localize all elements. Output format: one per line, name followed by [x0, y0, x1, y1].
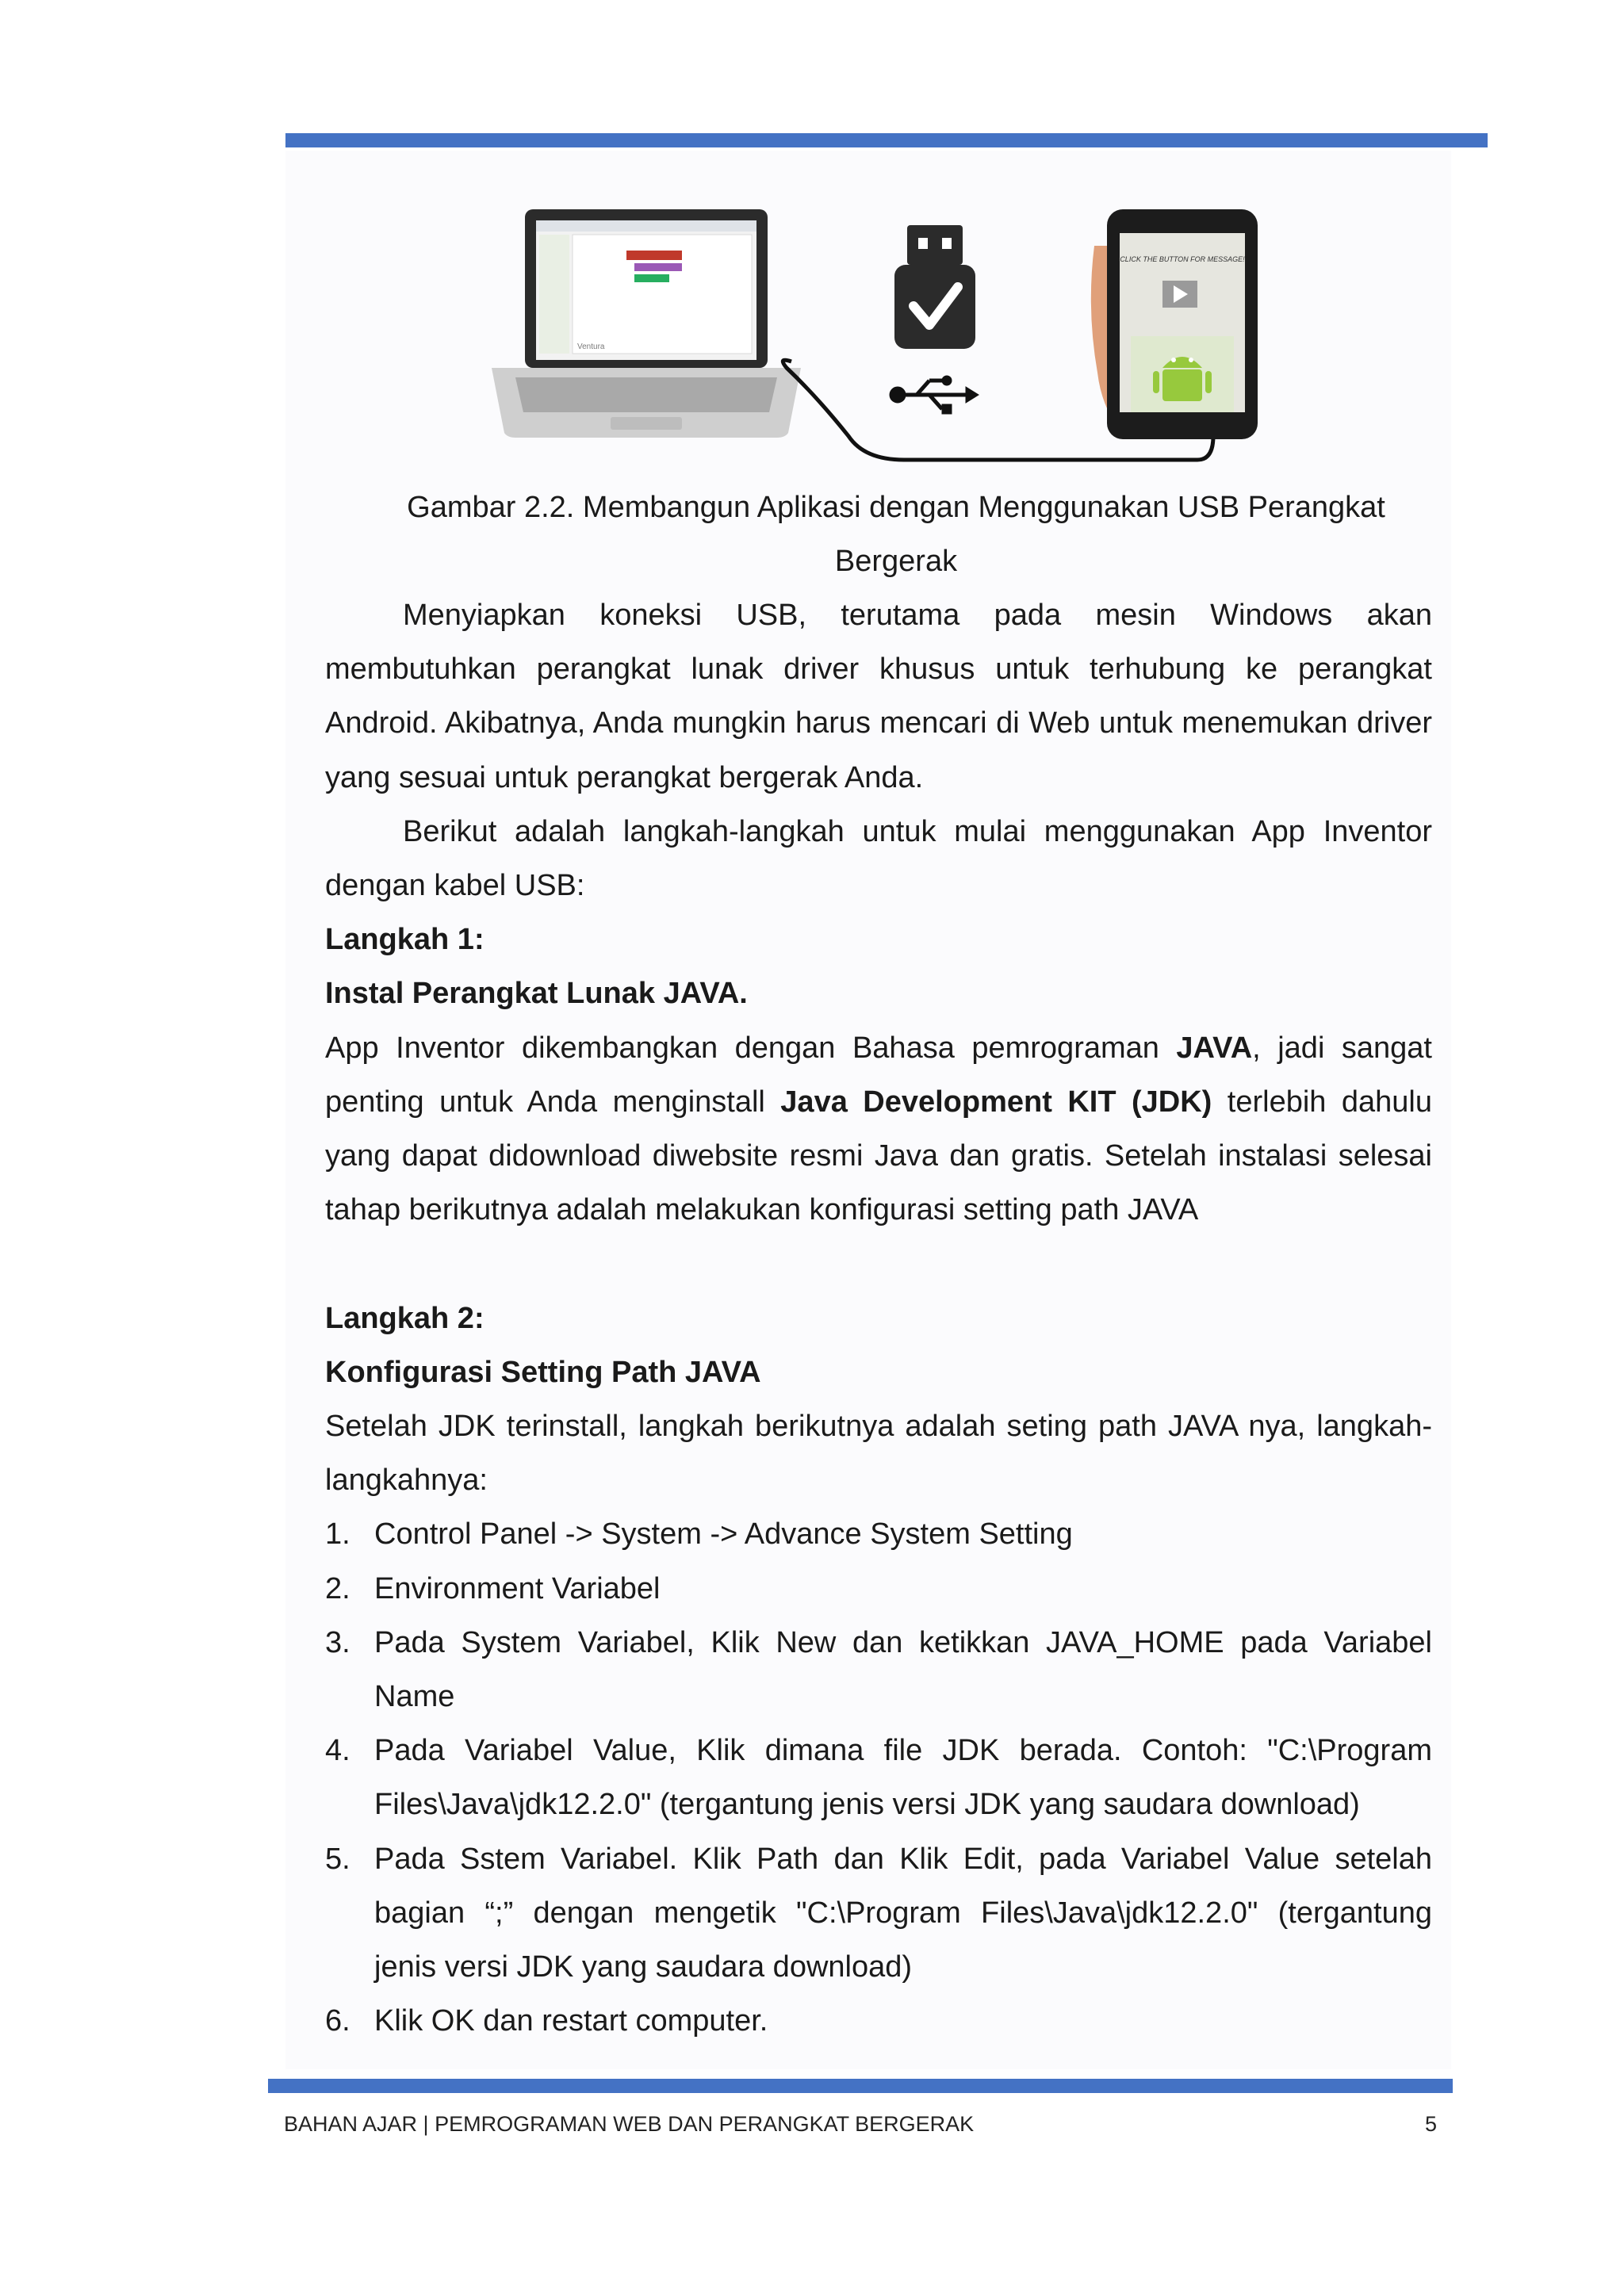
list-item-text: Pada Variabel Value, Klik dimana file JDK berada. Contoh: "C:\Program Files\Java\jdk12.2.0" (tergantung jenis versi JDK yang saudara download) — [374, 1734, 1432, 1822]
list-item-number: 5. — [325, 1842, 350, 1876]
step1-paragraph — [325, 1021, 1432, 1238]
list-item-text: Pada Sstem Variabel. Klik Path dan Klik Edit, pada Variabel Value setelah bagian “;” dengan mengetik "C:\Program Files\Java\jdk12.2.0" (tergantung jenis versi JDK yang saudara download) — [374, 1842, 1432, 1984]
step1-title: Instal Perangkat Lunak JAVA. — [325, 977, 748, 1011]
footer-rule — [268, 2079, 1453, 2093]
list-item-text: Environment Variabel — [374, 1571, 661, 1605]
spacer — [325, 1237, 1432, 1291]
list-item-number: 1. — [325, 1517, 350, 1552]
usb-connection-figure — [476, 198, 1285, 468]
phone-android-icon — [1091, 209, 1258, 439]
svg-text:Ventura: Ventura — [577, 342, 605, 351]
list-item — [325, 1507, 1432, 1561]
list-item-text: Klik OK dan restart computer. — [374, 2004, 768, 2038]
footer-title: BAHAN AJAR | PEMROGRAMAN WEB DAN PERANGKAT BERGERAK — [284, 2112, 975, 2136]
page-number: 5 — [1424, 2112, 1437, 2136]
step1-bold-jdk: Java Development KIT (JDK) — [780, 1085, 1212, 1119]
step2-heading: Langkah 2: — [325, 1301, 485, 1335]
list-item-text: Control Panel -> System -> Advance System Setting — [374, 1517, 1073, 1552]
list-item-number: 2. — [325, 1571, 350, 1605]
body-text — [325, 588, 1432, 2048]
step1-text-c: terlebih dahulu yang dapat didownload diwebsite resmi Java dan gratis. Setelah instalasi selesai tahap berikutnya adalah melakukan konfigurasi setting path JAVA — [325, 1085, 1432, 1227]
step2-list — [325, 1507, 1432, 2048]
usb-symbol-icon — [890, 376, 979, 414]
page-footer — [284, 2112, 1437, 2137]
list-item — [325, 1724, 1432, 1831]
step1-text-a: App Inventor dikembangkan dengan Bahasa pemrograman — [325, 1031, 1177, 1065]
list-item-text: Pada System Variabel, Klik New dan ketikkan JAVA_HOME pada Variabel Name — [374, 1625, 1432, 1714]
header-rule — [285, 133, 1488, 147]
caption-line-1: Gambar 2.2. Membangun Aplikasi dengan Menggunakan USB Perangkat — [407, 491, 1385, 524]
list-item — [325, 1832, 1432, 1995]
list-item-number: 3. — [325, 1625, 350, 1659]
list-item-number: 4. — [325, 1734, 350, 1768]
list-item-number: 6. — [325, 2004, 350, 2038]
list-item — [325, 1994, 1432, 2048]
paragraph-steps-intro: Berikut adalah langkah-langkah untuk mulai menggunakan App Inventor dengan kabel USB: — [325, 814, 1432, 903]
step2-title: Konfigurasi Setting Path JAVA — [325, 1355, 761, 1389]
caption-line-2: Bergerak — [834, 545, 958, 578]
figure-caption — [325, 480, 1467, 588]
step1-bold-java: JAVA — [1176, 1031, 1253, 1065]
step1-text-b: , jadi sangat penting untuk Anda menginstall — [325, 1031, 1432, 1119]
step1-heading: Langkah 1: — [325, 923, 485, 957]
laptop-icon — [492, 209, 801, 438]
step2-intro: Setelah JDK terinstall, langkah berikutnya adalah seting path JAVA nya, langkah-langkahnya: — [325, 1410, 1432, 1498]
usb-drive-check-icon — [894, 225, 975, 349]
list-item — [325, 1616, 1432, 1724]
list-item — [325, 1562, 1432, 1616]
svg-text:CLICK THE BUTTON FOR MESSAGE!: CLICK THE BUTTON FOR MESSAGE! — [1120, 255, 1245, 263]
paragraph-usb-intro: Menyiapkan koneksi USB, terutama pada mesin Windows akan membutuhkan perangkat lunak driver khusus untuk terhubung ke perangkat Android. Akibatnya, Anda mungkin harus mencari di Web untuk menemukan driver yang sesuai untuk perangkat bergerak Anda. — [325, 599, 1432, 794]
